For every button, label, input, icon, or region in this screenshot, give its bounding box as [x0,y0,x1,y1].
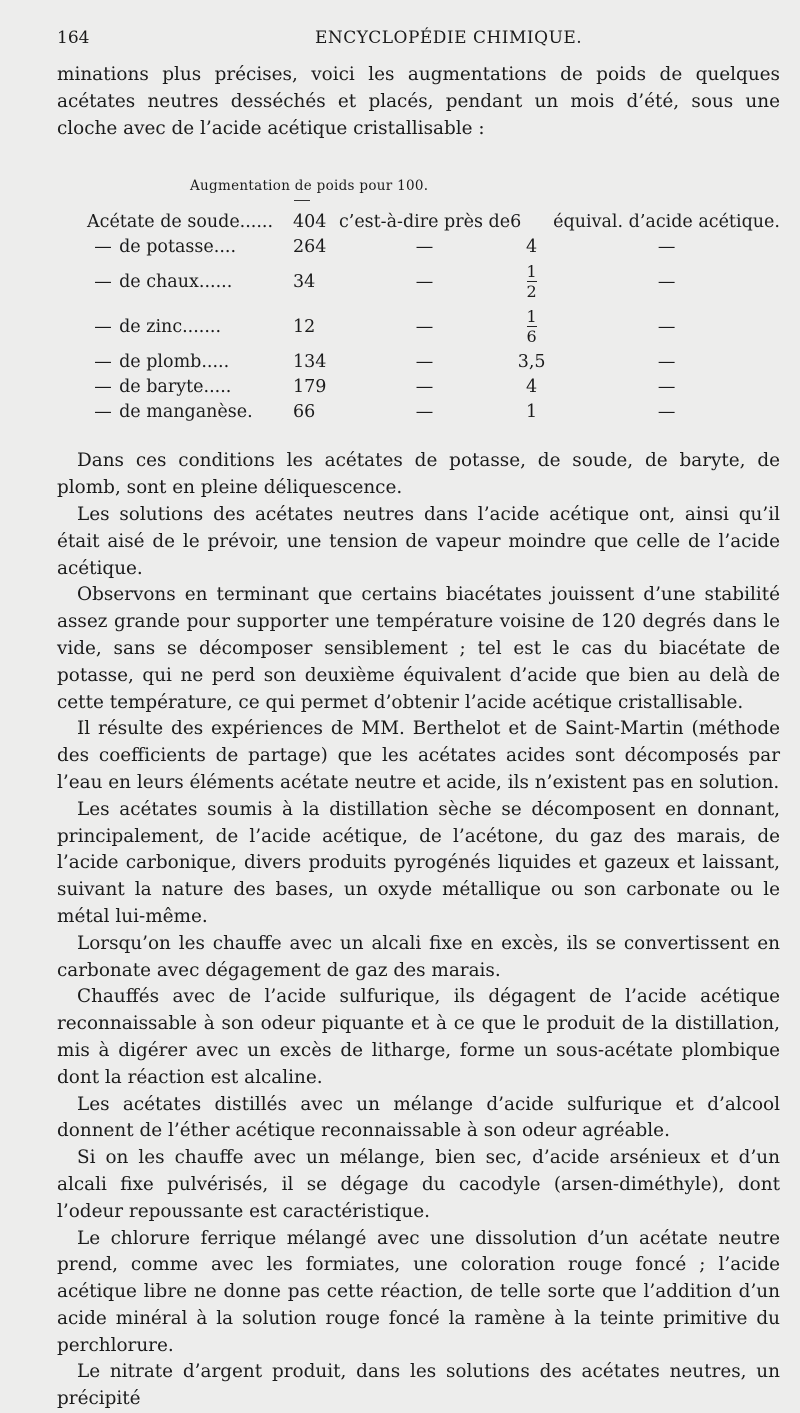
weight-increase-value: 66 [292,401,316,422]
ditto-mark: — [657,271,676,292]
ditto-mark: — [657,351,676,372]
ditto-mark: — [657,376,676,397]
running-title: ENCYCLOPÉDIE CHIMIQUE. [315,28,583,48]
page-header [57,28,780,62]
weight-increase-value: 404 [292,211,327,232]
fraction-numerator: 1 [526,307,537,327]
ditto-mark: — [94,236,112,257]
table-row [87,234,780,259]
weight-increase-value: 12 [292,316,316,337]
salt-name: de baryte..... [119,376,232,397]
salt-name: de manganèse. [119,401,253,422]
equivalent-value: 4 [526,236,538,257]
intro-paragraph: minations plus précises, voici les augmentations de poids de quelques acétates neutres desséchés et placés, pendant un mois d’été, sous une cloche avec de l’acide acétique cristallisable : [57,64,780,139]
body-paragraph: Observons en terminant que certains biacétates jouissent d’une stabilité assez grande pour supporter une température voisine de 120 degrés dans le vide, sans se décomposer sensiblement ; tel est le cas du biacétate de potasse, qui ne perd son deuxième équivalent d’acide que bien au delà de cette température, ce qui permet d’obtenir l’acide acétique cristallisable. [57,584,780,713]
equivalent-value: 1 [526,401,538,422]
body-paragraph: Le nitrate d’argent produit, dans les solutions des acétates neutres, un précipité [57,1361,780,1410]
body-paragraph: Les solutions des acétates neutres dans l’acide acétique ont, ainsi qu’il était aisé de le prévoir, une tension de vapeur moindre que celle de l’acide acétique. [57,503,780,579]
body-paragraph: Les acétates distillés avec un mélange d’acide sulfurique et d’alcool donnent de l’éther acétique reconnaissable à son odeur agréable. [57,1093,780,1142]
ditto-mark: — [94,351,112,372]
fraction-denominator: 2 [526,282,537,302]
ditto-mark: — [657,401,676,422]
ditto-mark: — [415,271,434,292]
ditto-mark: — [415,401,434,422]
ditto-mark: — [415,236,434,257]
body-paragraph: Les acétates soumis à la distillation sèche se décomposent en donnant, principalement, de l’acide acétique, de l’acétone, du gaz des marais, de l’acide carbonique, divers produits pyrogénés liquides et gazeux et laissant, suivant la nature des bases, un oxyde métallique ou son carbonate ou le métal lui-même. [57,798,780,927]
equivalent-value: 3,5 [517,351,546,372]
body-text [57,448,780,1413]
ditto-mark: — [94,401,112,422]
weight-increase-value: 179 [292,376,327,397]
salt-name: de chaux...... [119,271,233,292]
salt-name: Acétate de soude...... [87,211,274,232]
page-number: 164 [57,28,90,48]
salt-name: de potasse.... [119,236,237,257]
weight-increase-table [87,209,780,424]
ditto-mark: — [415,351,434,372]
body-paragraph: Il résulte des expériences de MM. Berthelot et de Saint-Martin (méthode des coefficients de partage) que les acétates acides sont décomposés par l’eau en leurs éléments acétate neutre et acide, ils n’existent pas en solution. [57,718,780,793]
table-row [87,304,780,349]
table-row [87,259,780,304]
salt-name: de plomb..... [119,351,230,372]
body-paragraph: Si on les chauffe avec un mélange, bien sec, d’acide arsénieux et d’un alcali fixe pulvérisés, il se dégage du cacodyle (arsen-diméthyle), dont l’odeur repoussante est caractéristique. [57,1147,780,1222]
body-paragraph: Dans ces conditions les acétates de potasse, de soude, de baryte, de plomb, sont en pleine déliquescence. [57,450,780,499]
ditto-mark: — [657,316,676,337]
table-caption: Augmentation de poids pour 100. [190,178,429,195]
ditto-mark: — [94,316,112,337]
body-paragraph: Chauffés avec de l’acide sulfurique, ils dégagent de l’acide acétique reconnaissable à son odeur piquante et à ce que le produit de la distillation, mis à digérer avec un excès de litharge, forme un sous-acétate plombique dont la réaction est alcaline. [57,986,780,1088]
equivalent-value: 4 [526,376,538,397]
ditto-mark: équival. d’acide acétique. [553,211,780,232]
body-paragraph: Lorsqu’on les chauffe avec un alcali fixe en excès, ils se convertissent en carbonate avec dégagement de gaz des marais. [57,932,780,981]
ditto-mark: c’est-à-dire près de [338,211,511,232]
table-row [87,374,780,399]
ditto-mark: — [415,316,434,337]
fraction-numerator: 1 [526,262,537,282]
ditto-mark: — [94,376,112,397]
body-paragraph: Le chlorure ferrique mélangé avec une dissolution d’un acétate neutre prend, comme avec les formiates, une coloration rouge foncé ; l’acide acétique libre ne donne pas cette réaction, de telle sorte que l’addition d’un acide minéral à la solution rouge foncé la ramène à la teinte primitive du perchlorure. [57,1227,780,1356]
caption-rule [294,200,310,201]
fraction-denominator: 6 [526,327,537,347]
equivalent-value: 6 [510,211,522,232]
salt-name: de zinc....... [119,316,222,337]
equivalent-value [510,304,553,349]
weight-increase-value: 134 [292,351,327,372]
table-row [87,399,780,424]
weight-increase-value: 34 [292,271,316,292]
ditto-mark: — [94,271,112,292]
ditto-mark: — [657,236,676,257]
table-row [87,349,780,374]
fraction [527,308,537,345]
weight-increase-value: 264 [292,236,327,257]
ditto-mark: — [415,376,434,397]
table-row [87,209,780,234]
equivalent-value [510,259,553,304]
fraction [527,263,537,300]
